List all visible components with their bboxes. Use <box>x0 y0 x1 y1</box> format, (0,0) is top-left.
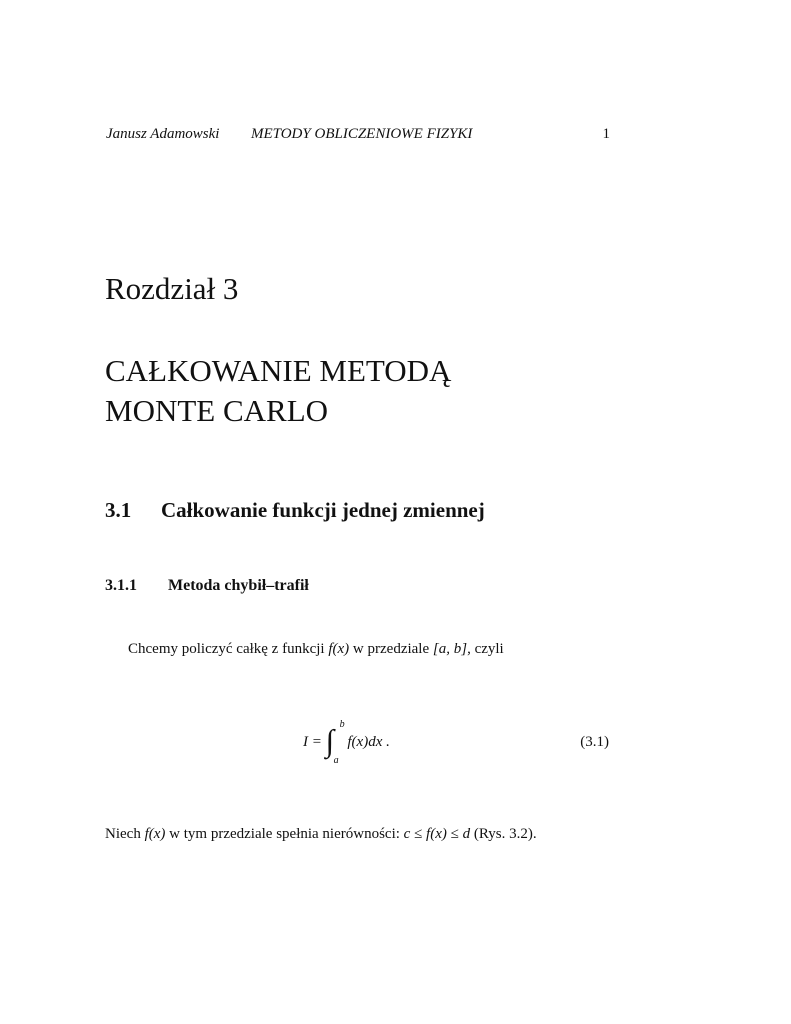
running-header <box>106 124 610 144</box>
equation-3-1 <box>105 720 609 764</box>
paragraph-text: w przedziale <box>349 641 433 657</box>
paragraph-text: w tym przedziale spełnia nierówności: <box>165 826 404 842</box>
paragraph-text: Niech <box>105 826 145 842</box>
subsection-title: Metoda chybił–trafił <box>168 577 309 594</box>
equation-number: (3.1) <box>580 734 609 750</box>
section-heading <box>105 496 485 524</box>
integral-sign: ∫ <box>325 723 335 758</box>
math-inline: f(x) <box>328 641 350 657</box>
equation-lhs: I = <box>303 734 322 750</box>
subsection-heading <box>105 575 309 597</box>
paragraph-text: Chcemy policzyć całkę z funkcji <box>128 641 329 657</box>
integral-upper-limit: b <box>339 719 345 730</box>
math-inline: [a, b] <box>432 641 468 657</box>
section-title: Całkowanie funkcji jednej zmiennej <box>161 498 485 522</box>
paragraph-intro <box>128 639 504 659</box>
paragraph-condition <box>105 824 537 844</box>
chapter-label: Rozdział 3 <box>105 271 239 306</box>
paragraph-text: , czyli <box>467 641 504 657</box>
chapter-title-line-1: CAŁKOWANIE METODĄ <box>105 353 452 388</box>
paragraph-text: (Rys. 3.2). <box>470 826 537 842</box>
integral-lower-limit: a <box>333 755 339 766</box>
page-number: 1 <box>602 126 610 142</box>
chapter-title <box>105 351 665 431</box>
header-author: Janusz Adamowski <box>106 126 220 142</box>
chapter-title-line-2: MONTE CARLO <box>105 393 329 428</box>
equation-integrand: f(x)dx . <box>347 734 390 750</box>
subsection-number: 3.1.1 <box>105 577 137 594</box>
header-book-title: METODY OBLICZENIOWE FIZYKI <box>251 126 473 142</box>
math-inline: c ≤ f(x) ≤ d <box>403 826 471 842</box>
section-number: 3.1 <box>105 498 132 522</box>
math-inline: f(x) <box>144 826 166 842</box>
equation-body <box>303 719 390 766</box>
integral-symbol-group <box>325 719 345 766</box>
